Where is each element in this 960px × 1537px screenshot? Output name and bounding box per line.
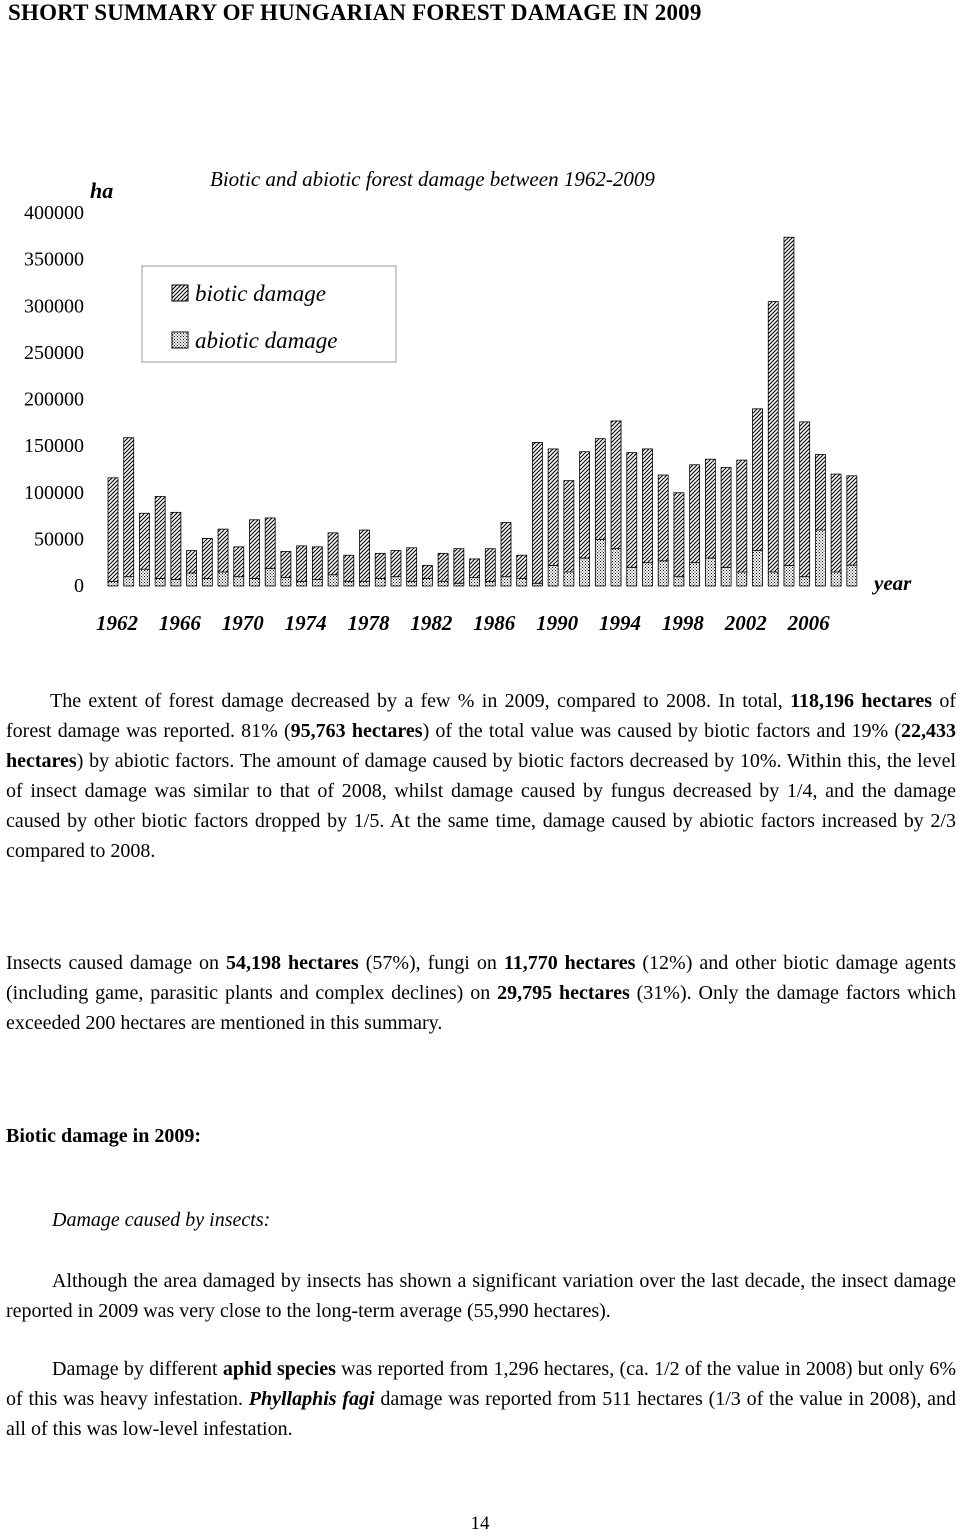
bar-biotic-1982	[422, 565, 432, 578]
bar-biotic-1985	[470, 559, 480, 578]
bar-abiotic-1970	[234, 577, 244, 586]
subsection-heading: Damage caused by insects:	[52, 1209, 271, 1231]
bar-abiotic-2006	[800, 577, 810, 586]
bar-abiotic-2004	[768, 572, 778, 586]
bar-abiotic-2002	[737, 572, 747, 586]
bar-biotic-2004	[768, 302, 778, 572]
y-tick-label: 0	[74, 575, 84, 597]
bar-abiotic-2000	[705, 558, 715, 586]
aphid-species: aphid species	[222, 1358, 336, 1380]
bar-abiotic-1966	[171, 579, 181, 586]
fungi-hectares: 11,770 hectares	[503, 952, 636, 974]
summary-paragraph: The extent of forest damage decreased by a few % in 2009, compared to 2008. In total, 118,196 hectares of forest damage was reported. 81% (95,763 hectares) of the total value was caused by biotic factors and 19% (22,433 hectares) by abiotic factors. The amount of damage caused by biotic factors decreased by 10%. Within this, the level of insect damage was similar to that of 2008, whilst damage caused by fungus decreased by 1/4, and the damage caused by other biotic factors dropped by 1/5. At the same time, damage caused by abiotic factors increased by 2/3 compared to 2008.	[6, 690, 957, 862]
y-axis-label: ha	[90, 178, 114, 203]
bar-biotic-2008	[831, 474, 841, 572]
aphid-paragraph: Damage by different aphid species was reported from 1,296 hectares, (ca. 1/2 of the value in 2008) but only 6% of this was heavy infestation. Phyllaphis fagi damage was reported from 511 hectares (1/3 of the value in 2008), and all of this was low-level infestation.	[6, 1358, 956, 1440]
x-tick-label: 1986	[473, 611, 516, 635]
phyllaphis-fagi: Phyllaphis fagi	[248, 1388, 375, 1410]
bar-abiotic-1994	[611, 549, 621, 586]
bar-abiotic-2007	[815, 530, 825, 586]
y-tick-label: 350000	[24, 248, 84, 271]
bar-biotic-1968	[202, 538, 212, 578]
bar-abiotic-1963	[124, 577, 134, 586]
bar-abiotic-1996	[642, 563, 652, 586]
x-tick-label: 1990	[536, 611, 579, 635]
bar-biotic-1995	[627, 453, 637, 568]
bar-biotic-1965	[155, 496, 165, 578]
page-number: 14	[470, 1513, 490, 1534]
chart-legend	[142, 266, 396, 362]
bar-abiotic-1989	[532, 583, 542, 586]
bar-biotic-2001	[721, 468, 731, 568]
insect-hectares: 54,198 hectares	[226, 952, 359, 974]
x-axis-label: year	[874, 571, 912, 595]
bar-biotic-1975	[312, 547, 322, 580]
bar-biotic-1963	[124, 438, 134, 577]
page-title: SHORT SUMMARY OF HUNGARIAN FOREST DAMAGE IN 2009	[8, 0, 702, 25]
bar-abiotic-1972	[265, 568, 275, 586]
x-tick-label: 1974	[284, 611, 327, 635]
legend-biotic-label: biotic damage	[195, 281, 326, 306]
bar-abiotic-1993	[595, 539, 605, 586]
bar-abiotic-1985	[470, 578, 480, 586]
bar-biotic-1980	[391, 551, 401, 577]
bar-biotic-1983	[438, 553, 448, 581]
bar-abiotic-1962	[108, 581, 118, 586]
bar-biotic-1967	[187, 551, 197, 573]
bar-biotic-1973	[281, 551, 291, 577]
bar-abiotic-1991	[564, 572, 574, 586]
bar-abiotic-1964	[139, 569, 149, 586]
bar-abiotic-1965	[155, 579, 165, 586]
bar-abiotic-1978	[360, 581, 370, 586]
bar-biotic-1976	[328, 533, 338, 575]
bar-abiotic-2008	[831, 572, 841, 586]
y-tick-label: 400000	[24, 202, 84, 224]
bar-abiotic-1998	[674, 577, 684, 586]
bar-abiotic-1997	[658, 561, 668, 586]
legend-biotic-swatch	[172, 285, 188, 301]
bar-abiotic-1976	[328, 575, 338, 586]
bar-abiotic-1995	[627, 567, 637, 586]
bar-biotic-1987	[501, 523, 511, 577]
bar-biotic-1999	[690, 465, 700, 563]
legend-abiotic-label: abiotic damage	[195, 328, 338, 353]
bar-abiotic-1974	[297, 581, 307, 586]
x-tick-label: 1962	[96, 611, 138, 635]
bar-biotic-1972	[265, 518, 275, 568]
abiotic-hectares: 22,433 hectares	[6, 720, 957, 772]
bar-biotic-1962	[108, 478, 118, 582]
bar-biotic-1988	[517, 555, 527, 578]
x-tick-label: 1970	[221, 611, 264, 635]
bar-biotic-1970	[234, 547, 244, 577]
bar-biotic-2002	[737, 460, 747, 572]
bar-biotic-1978	[360, 530, 370, 581]
damage-agents-paragraph: Insects caused damage on 54,198 hectares (57%), fungi on 11,770 hectares (12%) and other biotic damage agents (including game, parasitic plants and complex declines) on 29,795 hectares (31%). Only the damage factors which exceeded 200 hectares are mentioned in this summary.	[6, 952, 957, 1034]
forest-damage-chart	[0, 150, 960, 650]
bar-biotic-1990	[548, 449, 558, 566]
bar-abiotic-2005	[784, 565, 794, 586]
bar-abiotic-1999	[690, 563, 700, 586]
bar-biotic-1971	[249, 520, 259, 579]
bar-biotic-1989	[532, 442, 542, 583]
bar-biotic-1969	[218, 529, 228, 572]
bar-abiotic-1979	[375, 579, 385, 586]
bar-biotic-1981	[407, 548, 417, 582]
y-tick-label: 300000	[24, 295, 84, 318]
bar-abiotic-1983	[438, 581, 448, 586]
bar-abiotic-1981	[407, 581, 417, 586]
bar-biotic-1994	[611, 421, 621, 549]
bar-biotic-2009	[847, 476, 857, 565]
bar-abiotic-2001	[721, 567, 731, 586]
bar-biotic-1984	[454, 549, 464, 584]
bar-abiotic-1982	[422, 579, 432, 586]
section-heading: Biotic damage in 2009:	[6, 1125, 201, 1147]
bar-biotic-2007	[815, 455, 825, 531]
bar-abiotic-1969	[218, 572, 228, 586]
bar-biotic-1986	[485, 549, 495, 582]
bar-abiotic-2003	[753, 551, 763, 586]
x-tick-label: 2006	[787, 611, 830, 635]
chart-title: Biotic and abiotic forest damage between 1962-2009	[210, 167, 655, 191]
bar-abiotic-1984	[454, 583, 464, 586]
bar-biotic-1993	[595, 439, 605, 540]
y-tick-label: 150000	[24, 435, 84, 458]
bar-biotic-1979	[375, 553, 385, 578]
x-tick-label: 1982	[410, 611, 453, 635]
bar-abiotic-2009	[847, 565, 857, 586]
insect-damage-paragraph: Although the area damaged by insects has shown a significant variation over the last decade, the insect damage reported in 2009 was very close to the long-term average (55,990 hectares).	[6, 1270, 956, 1322]
bar-abiotic-1977	[344, 581, 354, 586]
bar-abiotic-1987	[501, 577, 511, 586]
x-tick-label: 1978	[347, 611, 390, 635]
biotic-hectares: 95,763 hectares	[290, 720, 423, 742]
bar-abiotic-1968	[202, 579, 212, 586]
bar-biotic-1997	[658, 475, 668, 561]
total-hectares: 118,196 hectares	[790, 690, 933, 712]
x-tick-label: 1994	[599, 611, 642, 635]
bar-abiotic-1990	[548, 565, 558, 586]
bar-abiotic-1980	[391, 577, 401, 586]
bar-biotic-2000	[705, 459, 715, 558]
bar-abiotic-1973	[281, 578, 291, 586]
bar-abiotic-1971	[249, 579, 259, 586]
bar-biotic-1964	[139, 513, 149, 569]
bar-abiotic-1988	[517, 579, 527, 586]
y-tick-label: 100000	[24, 481, 84, 504]
bar-biotic-1974	[297, 546, 307, 581]
legend-abiotic-swatch	[172, 332, 188, 348]
bar-abiotic-1967	[187, 573, 197, 586]
bar-biotic-1977	[344, 555, 354, 581]
other-biotic-hectares: 29,795 hectares	[497, 982, 630, 1004]
x-tick-label: 1998	[661, 611, 704, 635]
bar-biotic-1991	[564, 481, 574, 572]
bar-biotic-1966	[171, 512, 181, 579]
bar-biotic-2003	[753, 409, 763, 551]
bar-biotic-1996	[642, 449, 652, 563]
bar-biotic-2005	[784, 237, 794, 565]
bar-biotic-1992	[580, 452, 590, 558]
bar-abiotic-1986	[485, 581, 495, 586]
y-tick-label: 50000	[34, 528, 84, 551]
y-tick-label: 250000	[24, 341, 84, 364]
bar-biotic-1998	[674, 493, 684, 577]
bar-abiotic-1975	[312, 579, 322, 586]
bar-biotic-2006	[800, 422, 810, 577]
x-tick-label: 1966	[158, 611, 201, 635]
bar-abiotic-1992	[580, 558, 590, 586]
y-tick-label: 200000	[24, 388, 84, 411]
x-tick-label: 2002	[724, 611, 767, 635]
